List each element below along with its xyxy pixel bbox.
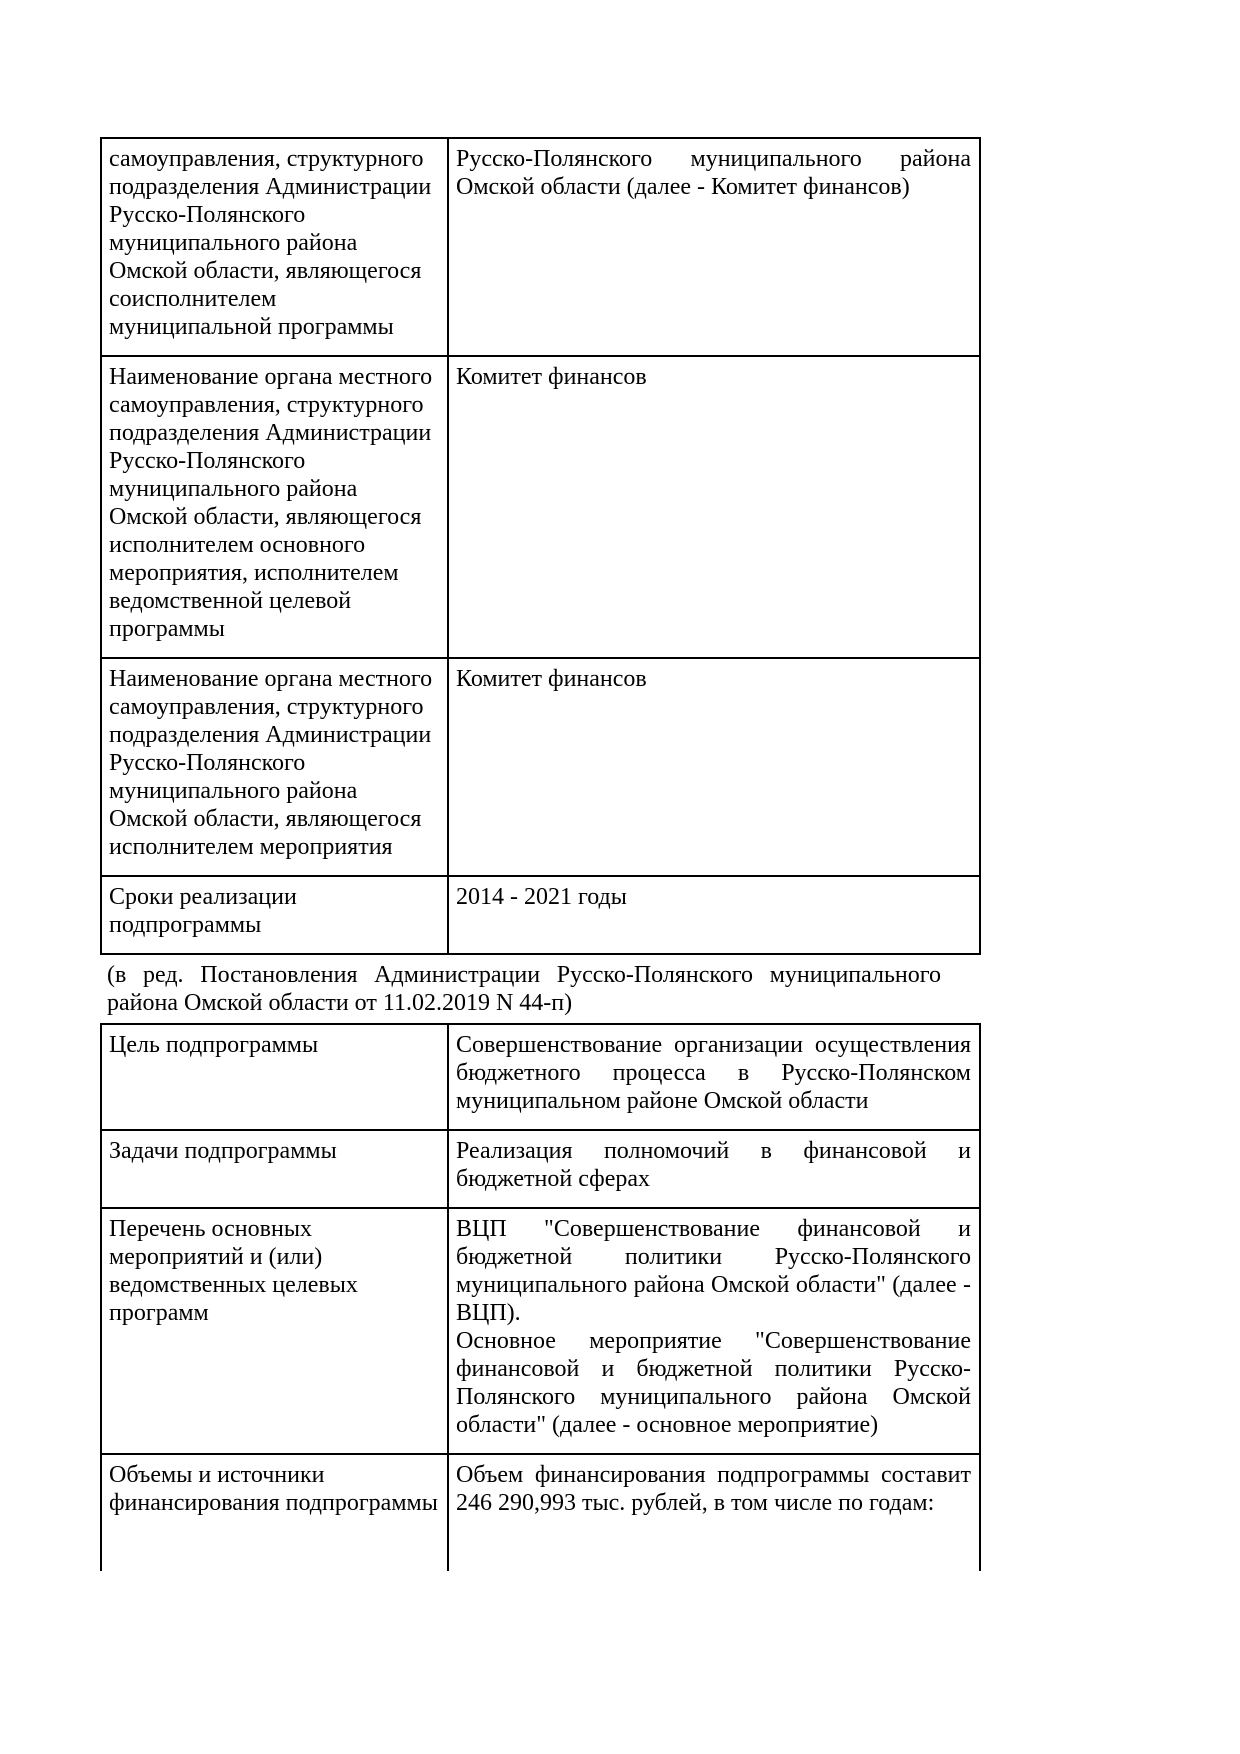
row-goal-label: Цель подпрограммы (101, 1024, 448, 1130)
row-funding-label: Объемы и источники финансирования подпрограммы (101, 1454, 448, 1571)
row-implementation-period (101, 876, 980, 954)
amendment-note: (в ред. Постановления Администрации Русско-Полянского муниципального района Омской области от 11.02.2019 N 44-п) (107, 962, 941, 1016)
row-main-event-executor (101, 356, 980, 658)
row-tasks (101, 1130, 980, 1208)
row-main-event-executor-value: Комитет финансов (448, 356, 980, 658)
row-main-event-executor-label: Наименование органа местного самоуправления, структурного подразделения Администрации Русско-Полянского муниципального района Омской области, являющегося исполнителем основного мероприятия, исполнителем ведомственной целевой программы (101, 356, 448, 658)
row-main-events-list-value (448, 1208, 980, 1454)
row-tasks-label: Задачи подпрограммы (101, 1130, 448, 1208)
vcp-paragraph: ВЦП "Совершенствование финансовой и бюджетной политики Русско-Полянского муниципального района Омской области" (далее - ВЦП). (456, 1216, 971, 1326)
row-coexecutor-value: Русско-Полянского муниципального района Омской области (далее - Комитет финансов) (448, 138, 980, 356)
row-coexecutor (101, 138, 980, 356)
row-goal (101, 1024, 980, 1130)
row-event-executor-label: Наименование органа местного самоуправления, структурного подразделения Администрации Русско-Полянского муниципального района Омской области, являющегося исполнителем мероприятия (101, 658, 448, 876)
row-main-events-list (101, 1208, 980, 1454)
row-coexecutor-label: самоуправления, структурного подразделения Администрации Русско-Полянского муниципального района Омской области, являющегося соисполнителем муниципальной программы (101, 138, 448, 356)
row-event-executor-value: Комитет финансов (448, 658, 980, 876)
row-main-events-list-label: Перечень основных мероприятий и (или) ведомственных целевых программ (101, 1208, 448, 1454)
row-goal-value: Совершенствование организации осуществления бюджетного процесса в Русско-Полянском муниципальном районе Омской области (448, 1024, 980, 1130)
subprogram-passport-table-lower (100, 1023, 981, 1571)
document-page (100, 137, 971, 1571)
row-funding (101, 1454, 980, 1571)
row-implementation-period-label: Сроки реализации подпрограммы (101, 876, 448, 954)
row-tasks-value: Реализация полномочий в финансовой и бюджетной сферах (448, 1130, 980, 1208)
row-implementation-period-value: 2014 - 2021 годы (448, 876, 980, 954)
row-funding-value: Объем финансирования подпрограммы составит 246 290,993 тыс. рублей, в том числе по годам: (448, 1454, 980, 1571)
row-event-executor (101, 658, 980, 876)
main-event-paragraph: Основное мероприятие "Совершенствование финансовой и бюджетной политики Русско-Полянского муниципального района Омской области" (далее - основное мероприятие) (456, 1328, 971, 1438)
subprogram-passport-table-upper (100, 137, 981, 955)
